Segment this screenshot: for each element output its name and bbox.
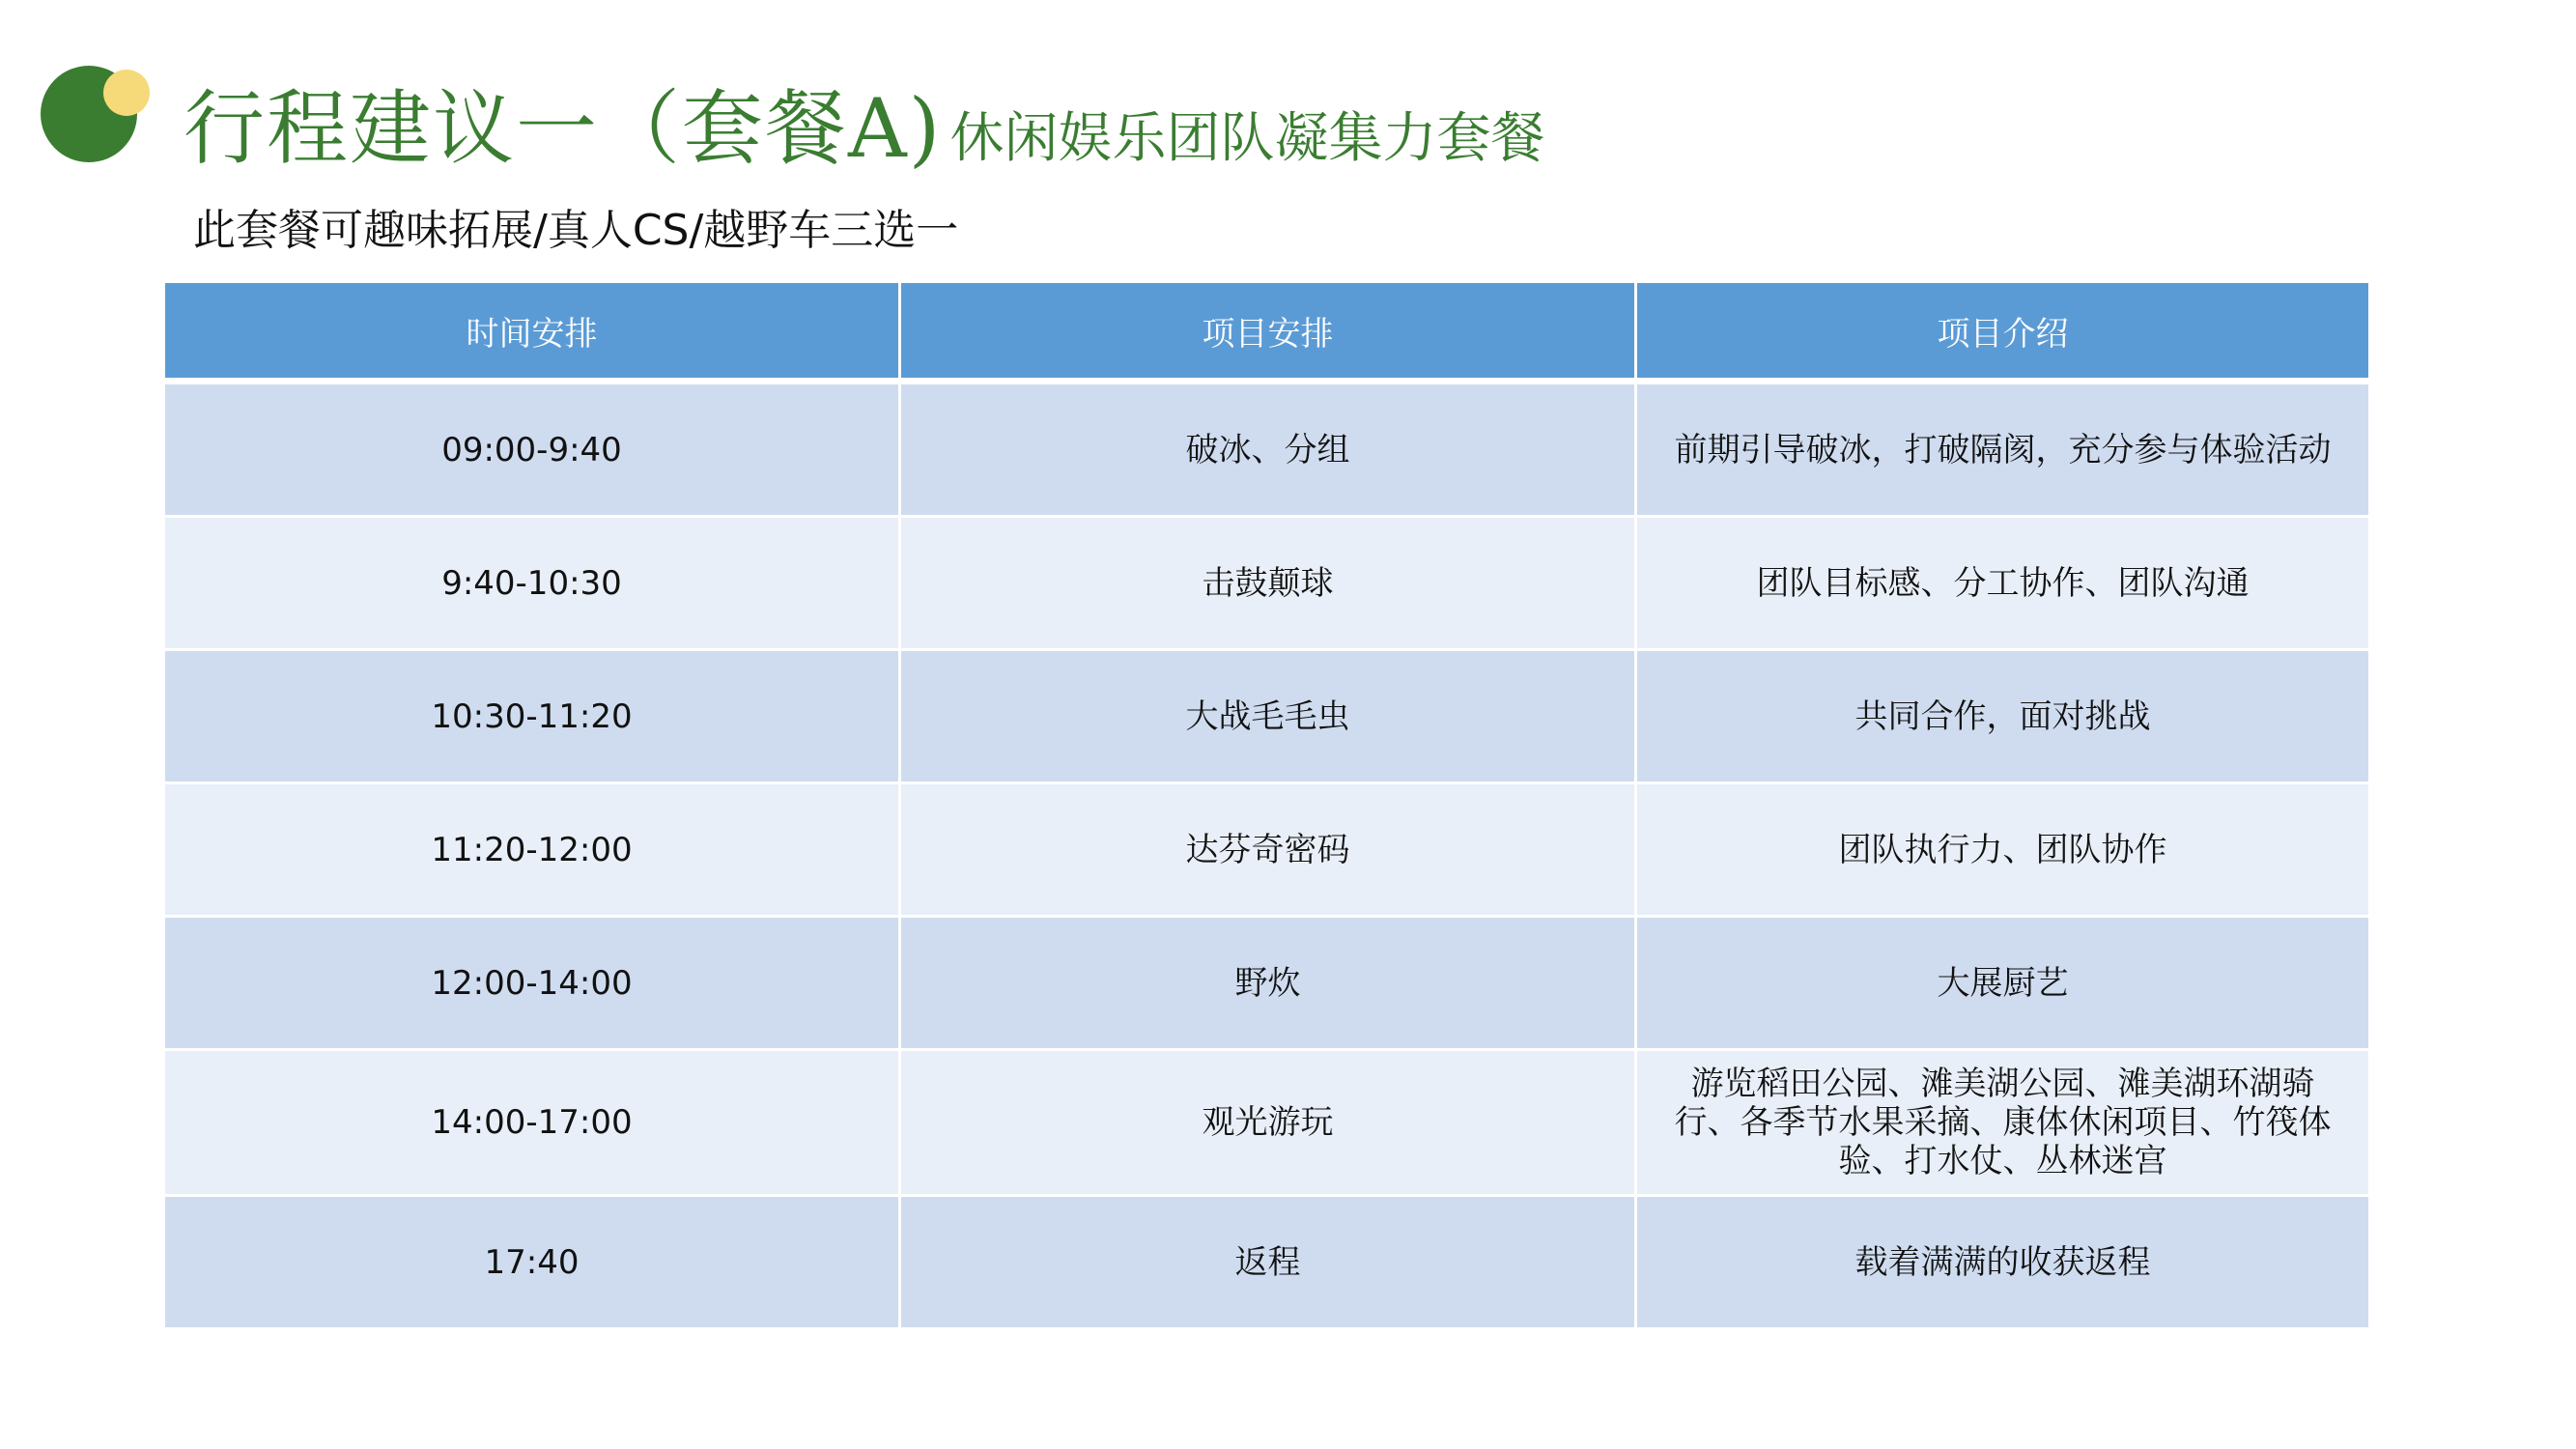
- table-row: [164, 1196, 2370, 1329]
- table-row: [164, 517, 2370, 650]
- cell-item: 野炊: [900, 917, 1636, 1050]
- cell-time: 09:00-9:40: [164, 382, 900, 517]
- table-header-row: [164, 282, 2370, 382]
- page-title: [184, 64, 1544, 181]
- logo-yellow-circle: [103, 70, 150, 116]
- cell-item: 大战毛毛虫: [900, 650, 1636, 783]
- table-row: [164, 917, 2370, 1050]
- cell-item: 观光游玩: [900, 1050, 1636, 1196]
- cell-desc: 大展厨艺: [1636, 917, 2370, 1050]
- cell-desc: 团队目标感、分工协作、团队沟通: [1636, 517, 2370, 650]
- page-title-sub: 休闲娱乐团队凝集力套餐: [949, 107, 1545, 170]
- column-header-desc: 项目介绍: [1636, 282, 2370, 382]
- table-row: [164, 783, 2370, 917]
- column-header-item: 项目安排: [900, 282, 1636, 382]
- cell-item: 破冰、分组: [900, 382, 1636, 517]
- cell-desc: 游览稻田公园、滩美湖公园、滩美湖环湖骑行、各季节水果采摘、康体休闲项目、竹筏体验、打水仗、丛林迷宫: [1636, 1050, 2370, 1196]
- cell-time: 9:40-10:30: [164, 517, 900, 650]
- table-row: [164, 1050, 2370, 1196]
- logo: [41, 66, 142, 167]
- cell-item: 返程: [900, 1196, 1636, 1329]
- cell-time: 17:40: [164, 1196, 900, 1329]
- page-subtitle: 此套餐可趣味拓展/真人CS/越野车三选一: [193, 206, 959, 255]
- cell-item: 击鼓颠球: [900, 517, 1636, 650]
- cell-item: 达芬奇密码: [900, 783, 1636, 917]
- page-title-main: 行程建议一（套餐A): [184, 81, 943, 176]
- cell-time: 12:00-14:00: [164, 917, 900, 1050]
- cell-desc: 团队执行力、团队协作: [1636, 783, 2370, 917]
- cell-time: 14:00-17:00: [164, 1050, 900, 1196]
- column-header-time: 时间安排: [164, 282, 900, 382]
- cell-time: 11:20-12:00: [164, 783, 900, 917]
- cell-desc: 共同合作，面对挑战: [1636, 650, 2370, 783]
- schedule-table: [162, 280, 2371, 1330]
- table-row: [164, 382, 2370, 517]
- cell-desc: 前期引导破冰，打破隔阂，充分参与体验活动: [1636, 382, 2370, 517]
- cell-desc: 载着满满的收获返程: [1636, 1196, 2370, 1329]
- cell-time: 10:30-11:20: [164, 650, 900, 783]
- table-row: [164, 650, 2370, 783]
